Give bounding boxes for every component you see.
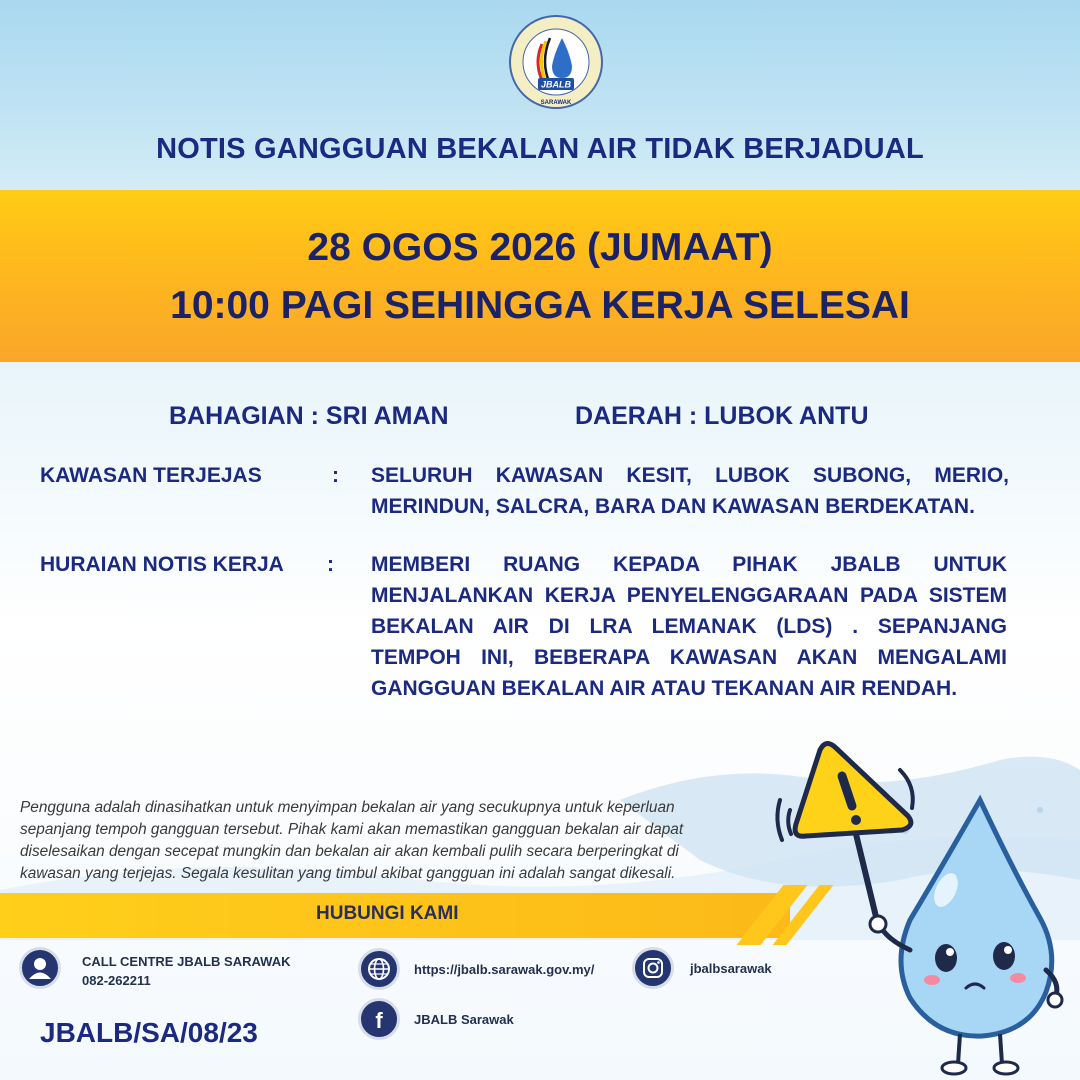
instagram-link[interactable]: jbalbsarawak <box>690 961 772 976</box>
advice-line: Pengguna adalah dinasihatkan untuk menyimpan bekalan air yang secukupnya untuk keperluan <box>20 799 675 816</box>
affected-area-colon: : <box>332 464 339 487</box>
logo-ring-bottom: SARAWAK <box>540 100 572 106</box>
facebook-link[interactable]: JBALB Sarawak <box>414 1012 514 1027</box>
affected-area-line: SELURUH KAWASAN KESIT, LUBOK SUBONG, MERIO, <box>371 464 1009 487</box>
division-label: BAHAGIAN : SRI AMAN <box>169 402 449 430</box>
advice-line: kawasan yang terjejas. Segala kesulitan yang timbul akibat gangguan ini adalah sangat dikesali. <box>20 865 676 882</box>
reference-number: JBALB/SA/08/23 <box>40 1017 258 1048</box>
work-description-line: TEMPOH INI, BEBERAPA KAWASAN AKAN MENGALAMI <box>371 646 1007 669</box>
time-line: 10:00 PAGI SEHINGGA KERJA SELESAI <box>170 284 910 327</box>
website-link[interactable]: https://jbalb.sarawak.gov.my/ <box>414 962 595 977</box>
advice-paragraph <box>20 797 780 885</box>
instagram-icon <box>632 947 674 989</box>
work-description-line: BEKALAN AIR DI LRA LEMANAK (LDS) . SEPANJANG <box>371 615 1007 638</box>
advice-line: diselesaikan dengan secepat mungkin dan bekalan air akan kembali pulih secara berperingkat di <box>20 843 679 860</box>
work-description-colon: : <box>327 553 334 576</box>
svg-text:f: f <box>375 1008 383 1033</box>
district-label: DAERAH : LUBOK ANTU <box>575 402 869 430</box>
date-line: 28 OGOS 2026 (JUMAAT) <box>307 226 773 269</box>
affected-area-label: KAWASAN TERJEJAS <box>40 464 262 487</box>
globe-icon <box>358 948 400 990</box>
work-description-line: MEMBERI RUANG KEPADA PIHAK JBALB UNTUK <box>371 553 1007 576</box>
notice-title: NOTIS GANGGUAN BEKALAN AIR TIDAK BERJADUAL <box>156 133 924 165</box>
advice-line: sepanjang tempoh gangguan tersebut. Pihak kami akan memastikan gangguan bekalan air dapat <box>20 821 684 838</box>
logo-abbr: JBALB <box>540 79 572 90</box>
work-description-value <box>371 549 1007 704</box>
call-centre-phone[interactable]: 082-262211 <box>82 973 151 988</box>
water-drop-mascot <box>760 730 1080 1080</box>
warning-sign-icon <box>795 743 911 836</box>
facebook-icon <box>358 998 400 1040</box>
affected-area-line: MERINDUN, SALCRA, BARA DAN KAWASAN BERDEKATAN. <box>371 495 975 518</box>
jbalb-logo <box>508 14 604 110</box>
person-icon <box>19 947 61 989</box>
call-centre-name: CALL CENTRE JBALB SARAWAK <box>82 954 291 969</box>
affected-area-value <box>371 460 1009 522</box>
contact-title: HUBUNGI KAMI <box>316 903 459 924</box>
work-description-line: GANGGUAN BEKALAN AIR ATAU TEKANAN AIR RENDAH. <box>371 677 958 700</box>
date-banner <box>0 190 1080 362</box>
work-description-line: MENJALANKAN KERJA PENYELENGGARAAN PADA SISTEM <box>371 584 1007 607</box>
work-description-label: HURAIAN NOTIS KERJA <box>40 553 284 576</box>
